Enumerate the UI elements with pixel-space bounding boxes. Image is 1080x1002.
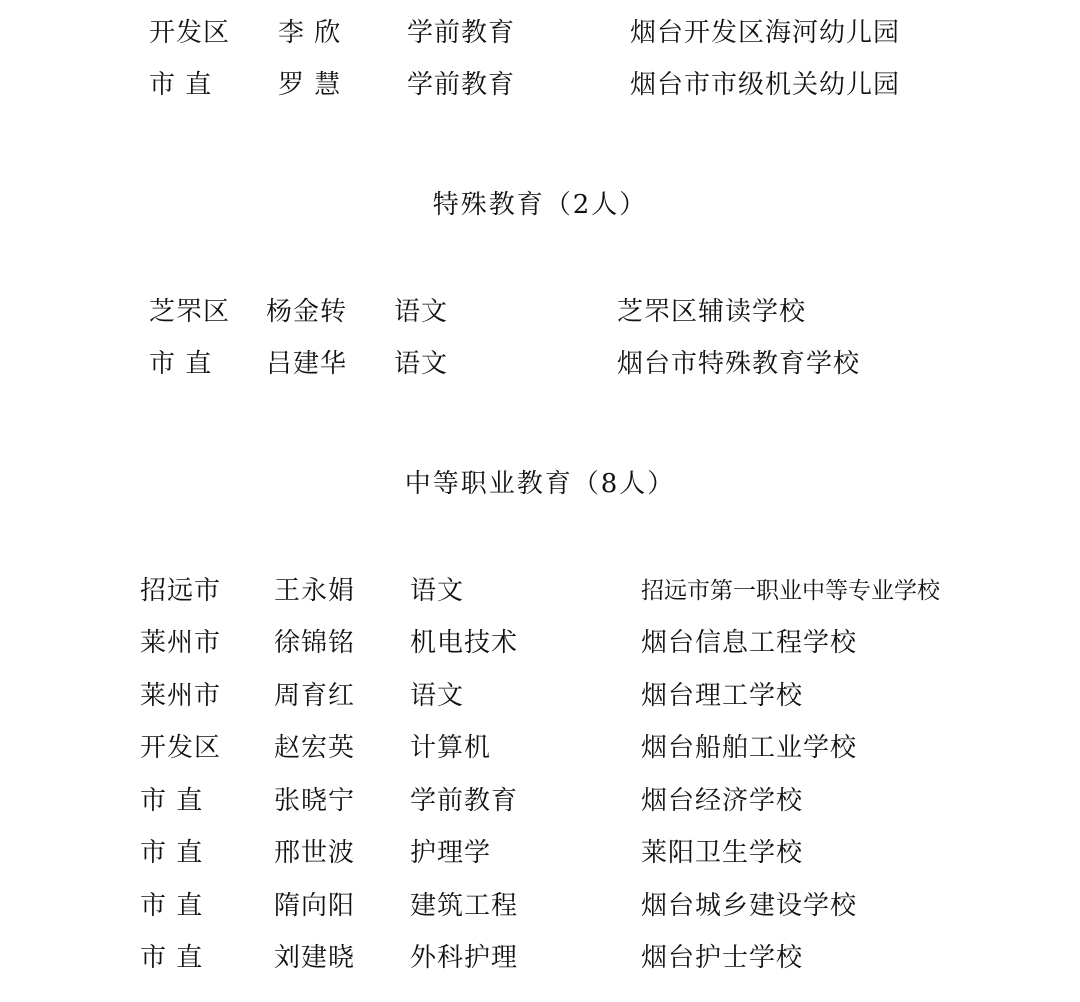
school-cell: 烟台城乡建设学校	[641, 891, 858, 921]
school-cell: 烟台市特殊教育学校	[617, 349, 861, 379]
school-cell: 烟台信息工程学校	[641, 628, 858, 658]
region-cell: 开发区	[140, 733, 222, 763]
region-cell: 招远市	[140, 576, 222, 606]
region-cell: 市 直	[149, 70, 213, 100]
region-cell: 莱州市	[140, 681, 222, 711]
table-row	[0, 728, 1080, 768]
section-heading-vocational-education: 中等职业教育（8人）	[404, 469, 676, 499]
region-cell: 市 直	[140, 943, 204, 973]
table-row	[0, 781, 1080, 821]
region-cell: 开发区	[149, 18, 231, 48]
region-cell: 市 直	[140, 786, 204, 816]
table-row	[0, 938, 1080, 978]
region-cell: 莱州市	[140, 628, 222, 658]
name-cell: 周育红	[274, 681, 356, 711]
section-heading-special-education: 特殊教育（2人）	[432, 190, 648, 220]
subject-cell: 学前教育	[407, 70, 516, 100]
table-row	[0, 571, 1080, 611]
school-cell: 烟台经济学校	[641, 786, 804, 816]
subject-cell: 语文	[410, 681, 465, 711]
table-row	[0, 676, 1080, 716]
subject-cell: 语文	[394, 349, 449, 379]
name-cell: 邢世波	[274, 838, 356, 868]
subject-cell: 语文	[410, 576, 465, 606]
name-cell: 徐锦铭	[274, 628, 356, 658]
subject-cell: 护理学	[410, 838, 492, 868]
name-cell: 杨金转	[266, 297, 348, 327]
name-cell: 罗 慧	[278, 70, 342, 100]
subject-cell: 建筑工程	[410, 891, 519, 921]
subject-cell: 机电技术	[410, 628, 519, 658]
subject-cell: 外科护理	[410, 943, 519, 973]
school-cell: 芝罘区辅读学校	[617, 297, 807, 327]
name-cell: 王永娟	[274, 576, 356, 606]
table-row	[0, 13, 1080, 53]
region-cell: 市 直	[140, 838, 204, 868]
table-row	[0, 292, 1080, 332]
name-cell: 刘建晓	[274, 943, 356, 973]
name-cell: 隋向阳	[274, 891, 356, 921]
school-cell: 招远市第一职业中等专业学校	[641, 578, 940, 604]
region-cell: 市 直	[140, 891, 204, 921]
table-row	[0, 886, 1080, 926]
school-cell: 烟台护士学校	[641, 943, 804, 973]
school-cell: 烟台船舶工业学校	[641, 733, 858, 763]
school-cell: 烟台理工学校	[641, 681, 804, 711]
subject-cell: 语文	[394, 297, 449, 327]
table-row	[0, 833, 1080, 873]
school-cell: 莱阳卫生学校	[641, 838, 804, 868]
subject-cell: 学前教育	[407, 18, 516, 48]
school-cell: 烟台市市级机关幼儿园	[630, 70, 901, 100]
name-cell: 吕建华	[266, 349, 348, 379]
subject-cell: 计算机	[410, 733, 492, 763]
school-cell: 烟台开发区海河幼儿园	[630, 18, 901, 48]
subject-cell: 学前教育	[410, 786, 519, 816]
region-cell: 市 直	[149, 349, 213, 379]
table-row	[0, 65, 1080, 105]
table-row	[0, 623, 1080, 663]
name-cell: 赵宏英	[274, 733, 356, 763]
table-row	[0, 344, 1080, 384]
name-cell: 张晓宁	[274, 786, 356, 816]
region-cell: 芝罘区	[149, 297, 231, 327]
name-cell: 李 欣	[278, 18, 342, 48]
